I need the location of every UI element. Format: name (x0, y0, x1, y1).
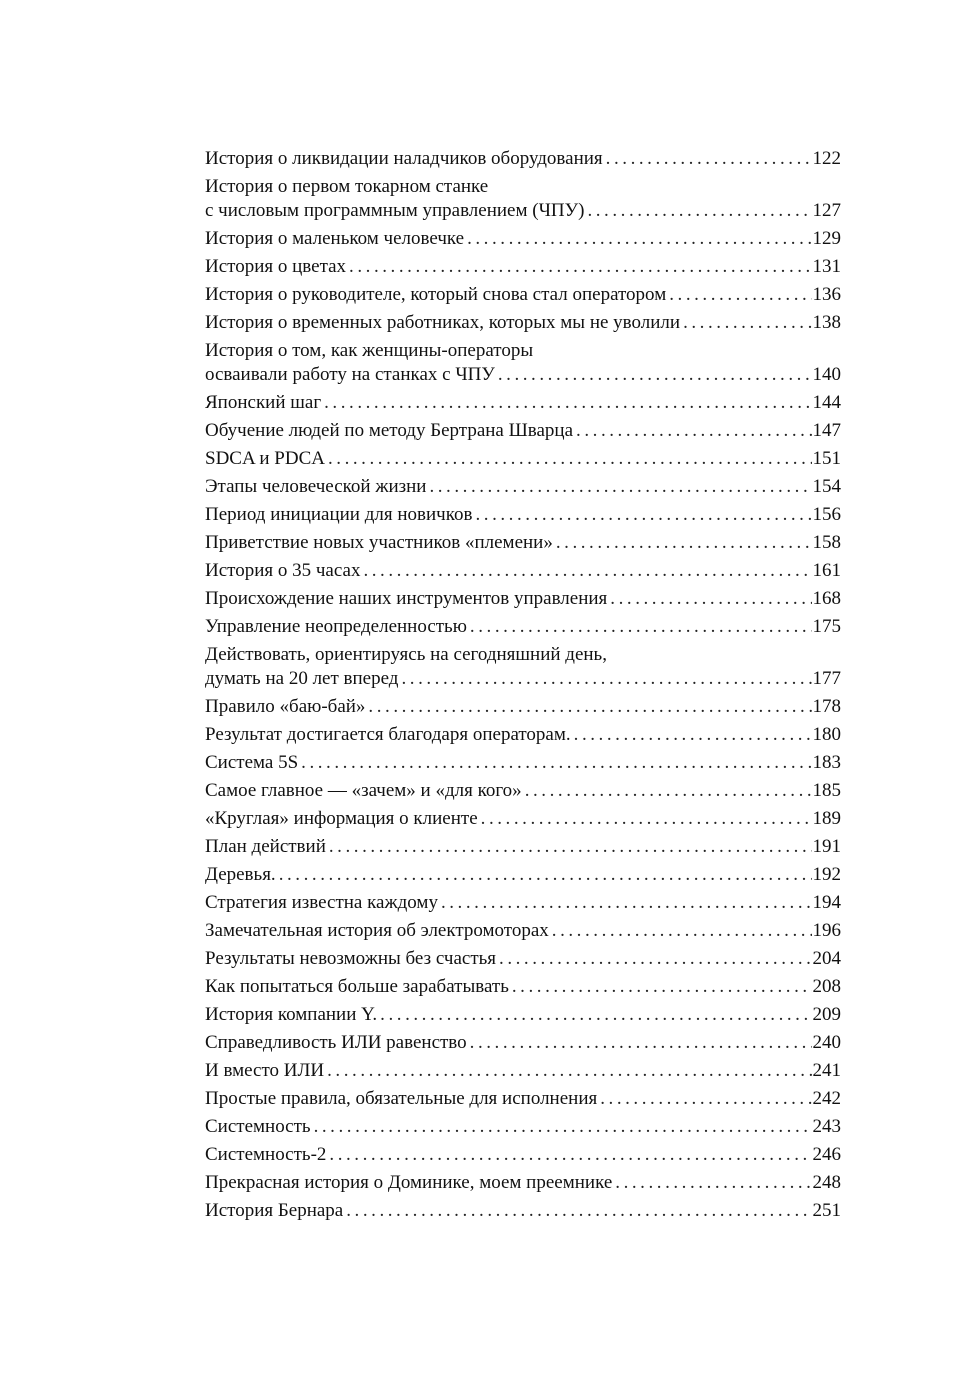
toc-entry-title: Результат достигается благодаря операторам. (205, 724, 571, 745)
toc-entry-title: Этапы человеческой жизни (205, 476, 427, 497)
dot-leader (610, 587, 811, 611)
toc-entry-title: История о ликвидации наладчиков оборудования (205, 148, 603, 169)
dot-leader (301, 751, 811, 775)
toc-entry-title: История о 35 часах (205, 560, 361, 581)
dot-leader (606, 147, 812, 171)
toc-entry-row (205, 1087, 841, 1111)
dot-leader (279, 863, 812, 887)
toc-entry-title: Японский шаг (205, 392, 322, 413)
toc-entry (205, 419, 841, 443)
toc-entry-page-number: 177 (812, 668, 841, 689)
toc-entry-row (205, 615, 841, 639)
toc-list (205, 147, 841, 1223)
toc-entry (205, 919, 841, 943)
toc-entry-row (205, 751, 841, 775)
dot-leader (552, 919, 812, 943)
toc-entry-page-number: 147 (812, 420, 841, 441)
toc-entry-title: Стратегия известна каждому (205, 892, 438, 913)
toc-entry-page-number: 251 (812, 1200, 841, 1221)
toc-entry-page-number: 240 (812, 1032, 841, 1053)
toc-entry-page-number: 136 (812, 284, 841, 305)
toc-entry-title: SDCA и PDCA (205, 448, 325, 469)
dot-leader (363, 559, 811, 583)
toc-entry-page-number: 194 (812, 892, 841, 913)
dot-leader (346, 1199, 811, 1223)
toc-entry (205, 1031, 841, 1055)
toc-entry-title: И вместо ИЛИ (205, 1060, 325, 1081)
toc-entry-title: Самое главное — «зачем» и «для кого» (205, 780, 522, 801)
toc-entry-title: Управление неопределенностью (205, 616, 467, 637)
toc-entry-row (205, 919, 841, 943)
toc-entry-row (205, 891, 841, 915)
toc-entry (205, 975, 841, 999)
toc-entry-row (205, 227, 841, 251)
toc-entry-title: Прекрасная история о Доминике, моем преемнике (205, 1172, 613, 1193)
toc-entry-title: Как попытаться больше зарабатывать (205, 976, 509, 997)
toc-entry-page-number: 131 (812, 256, 841, 277)
dot-leader (498, 363, 812, 387)
toc-entry-row (205, 391, 841, 415)
dot-leader (470, 1031, 812, 1055)
toc-entry-page-number: 208 (812, 976, 841, 997)
toc-entry-page-number: 204 (812, 948, 841, 969)
toc-entry-row (205, 695, 841, 719)
dot-leader (324, 391, 811, 415)
dot-leader (525, 779, 812, 803)
toc-entry-page-number: 246 (812, 1144, 841, 1165)
toc-entry-row (205, 863, 841, 887)
dot-leader (429, 475, 811, 499)
toc-entry-page-number: 161 (812, 560, 841, 581)
toc-entry (205, 835, 841, 859)
dot-leader (512, 975, 812, 999)
toc-entry-title: Простые правила, обязательные для исполнения (205, 1088, 598, 1109)
dot-leader (470, 615, 812, 639)
toc-entry-page-number: 248 (812, 1172, 841, 1193)
toc-entry-title: Период инициации для новичков (205, 504, 473, 525)
toc-entry-row (205, 723, 841, 747)
toc-entry-page-number: 183 (812, 752, 841, 773)
dot-leader (329, 835, 812, 859)
toc-entry-page-number: 178 (812, 696, 841, 717)
toc-entry-page-number: 189 (812, 808, 841, 829)
toc-entry-page-number: 175 (812, 616, 841, 637)
toc-entry (205, 1171, 841, 1195)
dot-leader (380, 1003, 811, 1027)
toc-entry-row (205, 667, 841, 691)
toc-entry-page-number: 191 (812, 836, 841, 857)
toc-entry-title: История о руководителе, который снова стал оператором (205, 284, 667, 305)
toc-entry-title-line: Действовать, ориентируясь на сегодняшний день, (205, 644, 607, 665)
toc-entry (205, 615, 841, 639)
toc-entry-title: Системность (205, 1116, 311, 1137)
toc-entry-page-number: 242 (812, 1088, 841, 1109)
toc-entry-page-number: 209 (812, 1004, 841, 1025)
toc-entry-page-number: 156 (812, 504, 841, 525)
toc-entry-row (205, 1059, 841, 1083)
dot-leader (401, 667, 811, 691)
toc-entry-row (205, 807, 841, 831)
toc-entry-title: с числовым программным управлением (ЧПУ) (205, 200, 585, 221)
toc-entry (205, 1115, 841, 1139)
toc-entry-page-number: 122 (812, 148, 841, 169)
toc-entry-title: Деревья. (205, 864, 276, 885)
toc-entry-title: Система 5S (205, 752, 299, 773)
toc-entry-row (205, 835, 841, 859)
dot-leader (441, 891, 812, 915)
toc-entry (205, 227, 841, 251)
toc-entry (205, 283, 841, 307)
toc-entry-title: Обучение людей по методу Бертрана Шварца (205, 420, 574, 441)
toc-entry (205, 559, 841, 583)
dot-leader (556, 531, 812, 555)
toc-entry-row (205, 1171, 841, 1195)
dot-leader (683, 311, 811, 335)
toc-entry-page-number: 243 (812, 1116, 841, 1137)
toc-entry-title-line: История о том, как женщины-операторы (205, 340, 534, 361)
toc-entry (205, 447, 841, 471)
toc-entry-title: История о временных работниках, которых мы не уволили (205, 312, 681, 333)
dot-leader (327, 1059, 811, 1083)
toc-entry-row (205, 503, 841, 527)
toc-entry-page-number: 144 (812, 392, 841, 413)
toc-entry (205, 723, 841, 747)
toc-entry-page-number: 151 (812, 448, 841, 469)
toc-entry (205, 807, 841, 831)
toc-entry-row (205, 1143, 841, 1167)
toc-entry-row (205, 1199, 841, 1223)
toc-entry-row (205, 587, 841, 611)
toc-entry-page-number: 241 (812, 1060, 841, 1081)
dot-leader (576, 419, 811, 443)
toc-entry (205, 779, 841, 803)
dot-leader (481, 807, 812, 831)
toc-entry-title: думать на 20 лет вперед (205, 668, 399, 689)
toc-entry-title: осваивали работу на станках с ЧПУ (205, 364, 495, 385)
toc-entry-title: Замечательная история об электромоторах (205, 920, 549, 941)
toc-entry-title: «Круглая» информация о клиенте (205, 808, 478, 829)
toc-entry (205, 175, 841, 223)
dot-leader (349, 255, 811, 279)
toc-entry (205, 1059, 841, 1083)
toc-entry-row (205, 311, 841, 335)
toc-entry-page-number: 192 (812, 864, 841, 885)
toc-entry-row (205, 779, 841, 803)
dot-leader (600, 1087, 811, 1111)
toc-entry-title-line: История о первом токарном станке (205, 176, 489, 197)
dot-leader (587, 199, 811, 223)
dot-leader (574, 723, 812, 747)
dot-leader (314, 1115, 812, 1139)
dot-leader (368, 695, 811, 719)
toc-entry (205, 1199, 841, 1223)
toc-entry-title: План действий (205, 836, 326, 857)
toc-entry (205, 587, 841, 611)
toc-entry-title: История Бернара (205, 1200, 344, 1221)
dot-leader (669, 283, 811, 307)
toc-entry-row (205, 947, 841, 971)
dot-leader (467, 227, 811, 251)
toc-entry (205, 643, 841, 691)
toc-entry (205, 531, 841, 555)
toc-entry-title: Результаты невозможны без счастья (205, 948, 497, 969)
toc-entry-title: Приветствие новых участников «племени» (205, 532, 553, 553)
toc-entry (205, 391, 841, 415)
toc-entry-row (205, 1031, 841, 1055)
toc-entry-title: История о цветах (205, 256, 347, 277)
toc-entry-row (205, 199, 841, 223)
toc-entry-row (205, 559, 841, 583)
toc-entry (205, 751, 841, 775)
toc-entry-page-number: 158 (812, 532, 841, 553)
toc-entry-title: История компании Y. (205, 1004, 378, 1025)
toc-entry-row (205, 255, 841, 279)
toc-entry (205, 255, 841, 279)
toc-entry-row (205, 475, 841, 499)
toc-entry-row (205, 1003, 841, 1027)
toc-entry-title: Правило «баю-бай» (205, 696, 366, 717)
toc-entry-title: История о маленьком человечке (205, 228, 465, 249)
dot-leader (328, 447, 812, 471)
dot-leader (615, 1171, 811, 1195)
toc-entry (205, 947, 841, 971)
dot-leader (329, 1143, 811, 1167)
toc-entry-row (205, 531, 841, 555)
toc-entry-row (205, 1115, 841, 1139)
toc-entry-row (205, 419, 841, 443)
toc-entry-title: Системность-2 (205, 1144, 327, 1165)
toc-entry (205, 503, 841, 527)
toc-entry-page-number: 154 (812, 476, 841, 497)
toc-entry-row (205, 283, 841, 307)
toc-entry (205, 1143, 841, 1167)
toc-entry-page-number: 127 (812, 200, 841, 221)
dot-leader (475, 503, 811, 527)
toc-entry-page-number: 196 (812, 920, 841, 941)
toc-entry-title: Справедливость ИЛИ равенство (205, 1032, 467, 1053)
toc-entry-page-number: 140 (812, 364, 841, 385)
toc-entry-row (205, 447, 841, 471)
toc-entry (205, 863, 841, 887)
toc-entry (205, 475, 841, 499)
dot-leader (499, 947, 811, 971)
toc-entry-page-number: 168 (812, 588, 841, 609)
toc-entry-page-number: 180 (812, 724, 841, 745)
toc-entry-page-number: 138 (812, 312, 841, 333)
toc-entry (205, 1087, 841, 1111)
toc-entry (205, 695, 841, 719)
toc-entry (205, 147, 841, 171)
toc-entry-page-number: 185 (812, 780, 841, 801)
toc-entry-page-number: 129 (812, 228, 841, 249)
toc-entry (205, 311, 841, 335)
toc-entry (205, 339, 841, 387)
toc-entry (205, 1003, 841, 1027)
toc-entry (205, 891, 841, 915)
toc-entry-row (205, 363, 841, 387)
toc-entry-row (205, 975, 841, 999)
table-of-contents-page (205, 147, 841, 1227)
toc-entry-row (205, 147, 841, 171)
toc-entry-title: Происхождение наших инструментов управления (205, 588, 608, 609)
